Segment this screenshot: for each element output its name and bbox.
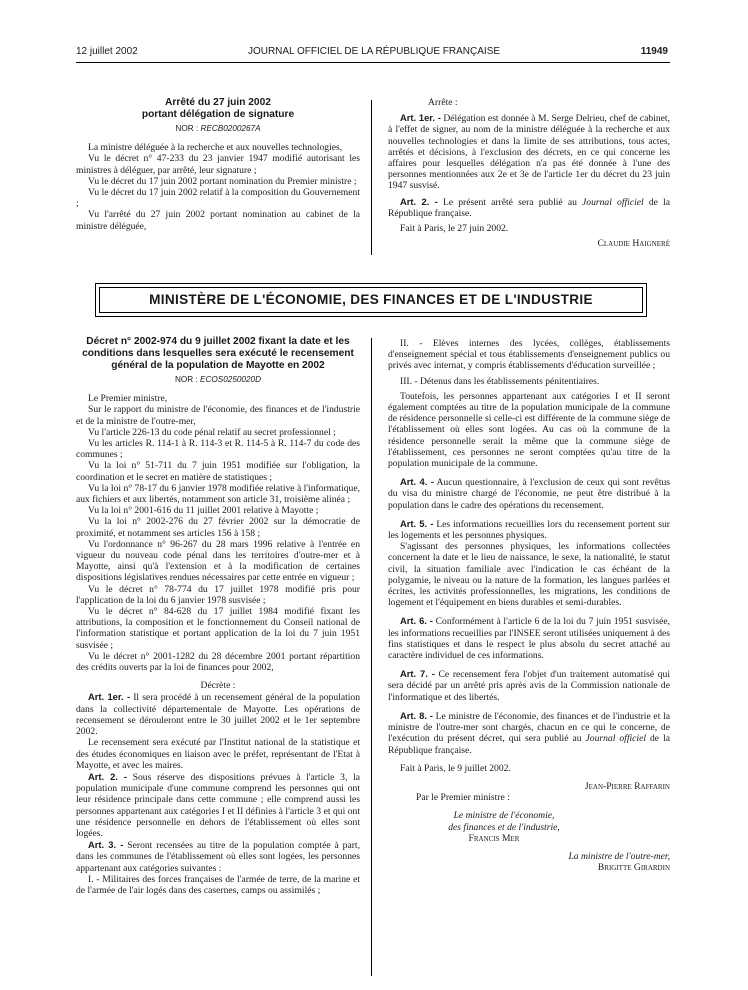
decret-article-8	[388, 710, 670, 756]
article-label: Art. 1er. -	[400, 112, 441, 124]
decret-visa: Vu l'article 226-13 du code pénal relatif au secret professionnel ;	[88, 426, 336, 438]
arrete-title-line1: Arrêté du 27 juin 2002	[165, 97, 271, 108]
nor-label: NOR :	[174, 375, 198, 384]
decret-category-1: I. - Militaires des forces françaises de l'armée de terre, de la marine et de l'armée de l'air logés dans des casernes, camps ou assimilés ;	[76, 873, 360, 896]
decrete-label: Décrète :	[200, 680, 236, 692]
article-text: Délégation est donnée à M. Serge Delrieu, chef de cabinet, à l'effet de signer, au nom de la ministre déléguée à la recherche et aux nouvelles technologies et dans la limite de ses attributions, tous actes, arrêtés et décisions, à l'exclusion des décrets, en ce qui concerne les affaires pour lesquelles délégation n'a pas été donnée à l'une des personnes mentionnées aux 2e et 3e de l'article 1er du décret du 23 juin 1947 susvisé.	[388, 113, 670, 192]
arrete-visa: Vu le décret du 17 juin 2002 portant nomination du Premier ministre ;	[88, 175, 357, 187]
article-text: de la République française.	[388, 196, 670, 219]
ministre-outre-mer-name: Brigitte Girardin	[597, 862, 670, 874]
arrete-left-column	[76, 97, 360, 232]
decret-intro: Le Premier ministre,	[88, 393, 168, 405]
arrete-visa: Vu le décret du 17 juin 2002 relatif à la composition du Gouvernement ;	[76, 187, 360, 210]
nor-code: ECOS0250020D	[200, 375, 262, 384]
decret-article-3	[76, 839, 360, 874]
arrete-visa: La ministre déléguée à la recherche et aux nouvelles technologies,	[88, 142, 343, 154]
decret-left-column	[76, 336, 360, 896]
journal-officiel-italic: Journal officiel	[582, 196, 644, 208]
ministre-economie-title: des finances et de l'industrie,	[448, 821, 560, 833]
arrete-article-1	[388, 112, 670, 191]
decret-visa: Vu les articles R. 114-1 à R. 114-3 et R. 114-5 à R. 114-7 du code des communes ;	[76, 438, 360, 461]
arrete-nor	[76, 123, 360, 134]
arrete-title	[76, 97, 360, 121]
header-page-number: 11949	[640, 46, 668, 57]
running-header	[0, 46, 748, 60]
article-text: Aucun questionnaire, à l'exclusion de ceux qui sont revêtus du visa du ministre chargé de l'économie, ne peut être distribué à la population dans le cadre des opérations du recensement.	[388, 477, 671, 511]
decret-visa: Vu le décret n° 2001-1282 du 28 décembre 2001 portant répartition des crédits ouverts par la loi de finances pour 2002,	[76, 650, 360, 674]
article-text: Ce recensement fera l'objet d'un traitement automatisé qui sera décidé par un arrêté pris après avis de la Commission nationale de l'informatique et des libertés.	[388, 669, 671, 703]
arrete-visa: Vu le décret n° 47-233 du 23 janvier 1947 modifié autorisant les ministres à déléguer, par arrêté, leur signature ;	[76, 153, 360, 176]
article-label: Art. 7. -	[400, 668, 435, 680]
header-journal-title: JOURNAL OFFICIEL DE LA RÉPUBLIQUE FRANÇAISE	[247, 46, 501, 57]
decret-article-3-p2: Toutefois, les personnes appartenant aux catégories I et II seront également comptées au titre de la population municipale de la commune de résidence personnelle si celle-ci est différente de la commune siège de l'établissement où elles sont logées. Au cas où la commune de la résidence personnelle serait la même que la commune siège de l'établissement, ces personnes ne seront comptées qu'au titre de la population municipale de la commune.	[388, 390, 670, 470]
arrete-title-line2: portant délégation de signature	[141, 109, 295, 120]
arrete-label: Arrête :	[428, 97, 458, 108]
ministre-outre-mer-title: La ministre de l'outre-mer,	[568, 850, 670, 862]
decret-article-5	[388, 518, 670, 541]
article-text: de la République française.	[388, 733, 670, 756]
ministre-economie-name: Francis Mer	[468, 832, 520, 844]
decret-article-1-p2: Le recensement sera exécuté par l'Institut national de la statistique et des études économiques en liaison avec le préfet, représentant de l'Etat à Mayotte, et avec les maires.	[76, 737, 360, 771]
decret-category-3: III. - Détenus dans les établissements pénitentiaires.	[400, 375, 600, 387]
ministry-banner: MINISTÈRE DE L'ÉCONOMIE, DES FINANCES ET DE L'INDUSTRIE	[99, 287, 643, 313]
article-label: Art. 8. -	[400, 709, 433, 721]
article-text: Conformément à l'article 6 de la loi du 7 juin 1951 susvisée, les informations recueillies par l'INSEE seront utilisées uniquement à des fins statistiques et dans le respect le plus absolu du secret attaché au caractère individuel de ces informations.	[388, 616, 670, 662]
journal-officiel-italic: Journal officiel	[585, 733, 647, 745]
article-label: Art. 5. -	[400, 517, 434, 529]
decret-visa: Vu la loi n° 51-711 du 7 juin 1951 modifiée sur l'obligation, la coordination et le secret en matière de statistiques ;	[76, 460, 360, 483]
article-text: Le ministre de l'économie, des finances et de l'industrie et la ministre de l'outre-mer sont chargés, chacun en ce qui le concerne, de l'exécution du présent décret, qui sera publié au	[388, 710, 670, 745]
decret-visa: Vu l'ordonnance n° 96-267 du 28 mars 1996 relative à l'entrée en vigueur du nouveau code pénal dans les territoires d'outre-mer et à Mayotte, ainsi qu'à l'extension et à la modification de certaines dispositions législatives rendues nécessaires par cette entrée en vigueur ;	[76, 538, 360, 584]
ministre-economie-title: Le ministre de l'économie,	[453, 810, 555, 822]
article-text: Seront recensées au titre de la population comptée à part, dans les communes de l'établissement où elles sont logées, les personnes appartenant aux catégories suivantes :	[76, 840, 361, 874]
article-text: Il sera procédé à un recensement général de la population dans la collectivité départementale de Mayotte. Les opérations de recensement se dérouleront entre le 30 juillet 2002 et le 1er septembre 2002.	[76, 692, 360, 738]
decret-visa: Vu la loi n° 2001-616 du 11 juillet 2001 relative à Mayotte ;	[88, 505, 319, 517]
article-label: Art. 4. -	[400, 476, 434, 488]
decret-fait: Fait à Paris, le 9 juillet 2002.	[400, 762, 511, 774]
column-divider	[371, 100, 372, 255]
article-text: Le présent arrêté sera publié au	[442, 196, 583, 208]
arrete-article-2	[388, 196, 670, 219]
decret-article-6	[388, 615, 670, 661]
decret-visa: Sur le rapport du ministre de l'économie, des finances et de l'industrie et de la ministre de l'outre-mer,	[76, 404, 360, 427]
nor-label: NOR :	[175, 124, 199, 133]
decret-article-2	[76, 771, 360, 839]
article-label: Art. 1er. -	[88, 691, 131, 703]
article-text: Sous réserve des dispositions prévues à l'article 3, la population municipale d'une commune comprend les personnes qui ont leur résidence principale dans cette commune ; elle comprend aussi les personnes appartenant aux catégories I et II définies à l'article 3 et qui ont une résidence personnelle en dehors de l'établissement où elles sont logées.	[76, 771, 360, 839]
header-date: 12 juillet 2002	[76, 46, 138, 57]
decret-title: Décret n° 2002-974 du 9 juillet 2002 fixant la date et les conditions dans lesquelles sera exécuté le recensement général de la population de Mayotte en 2002	[82, 336, 354, 371]
arrete-fait: Fait à Paris, le 27 juin 2002.	[400, 223, 509, 235]
article-label: Art. 2. -	[400, 195, 438, 207]
decret-nor	[76, 374, 360, 385]
header-rule	[76, 62, 670, 63]
article-text: Les informations recueillies lors du recensement portent sur les logements et les personnes physiques.	[388, 518, 670, 542]
column-divider	[371, 338, 372, 976]
decret-article-4	[388, 476, 670, 511]
decret-article-5-p2: S'agissant des personnes physiques, les informations collectées concernent la date et le lieu de naissance, le sexe, la nationalité, le statut civil, la situation familiale avec l'indication le cas échéant de la polygamie, le niveau ou la nature de la formation, les langues parlées et écrites, les activités professionnelles, les migrations, les conditions de logement et l'équipement en biens durables et semi-durables.	[388, 541, 670, 609]
article-label: Art. 6. -	[400, 615, 433, 627]
par-premier-ministre: Par le Premier ministre :	[416, 792, 510, 804]
decret-visa: Vu la loi n° 2002-276 du 27 février 2002 sur la démocratie de proximité, et notamment ses articles 156 à 158 ;	[76, 516, 360, 539]
signature-premier-ministre: Jean-Pierre Raffarin	[584, 780, 670, 792]
decret-visa: Vu le décret n° 78-774 du 17 juillet 1978 modifié pris pour l'application de la loi du 6 janvier 1978 susvisée ;	[76, 583, 360, 606]
decret-visa: Vu le décret n° 84-628 du 17 juillet 1984 modifié fixant les attributions, la composition et le fonctionnement du Conseil national de l'information statistique et portant application de la loi du 7 juin 1951 susvisée ;	[76, 606, 360, 651]
decret-category-2: II. - Elèves internes des lycées, collèges, établissements d'enseignement spécial et tous établissements d'enseignement publics ou privés avec internat, y compris établissements d'éducation surveillée ;	[388, 338, 670, 372]
article-label: Art. 2. -	[88, 770, 127, 782]
arrete-signature: Claudie Haigneré	[597, 238, 670, 250]
arrete-visa: Vu l'arrêté du 27 juin 2002 portant nomination au cabinet de la ministre déléguée,	[76, 209, 360, 232]
decret-right-column	[388, 338, 670, 873]
decret-article-7	[388, 668, 670, 703]
article-label: Art. 3. -	[88, 839, 124, 851]
decret-article-1	[76, 691, 360, 737]
nor-code: RECB0200267A	[200, 124, 261, 133]
decret-visa: Vu la loi n° 78-17 du 6 janvier 1978 modifiée relative à l'informatique, aux fichiers et aux libertés, notamment son article 31, troisième alinéa ;	[76, 482, 360, 506]
arrete-right-column	[388, 97, 670, 249]
